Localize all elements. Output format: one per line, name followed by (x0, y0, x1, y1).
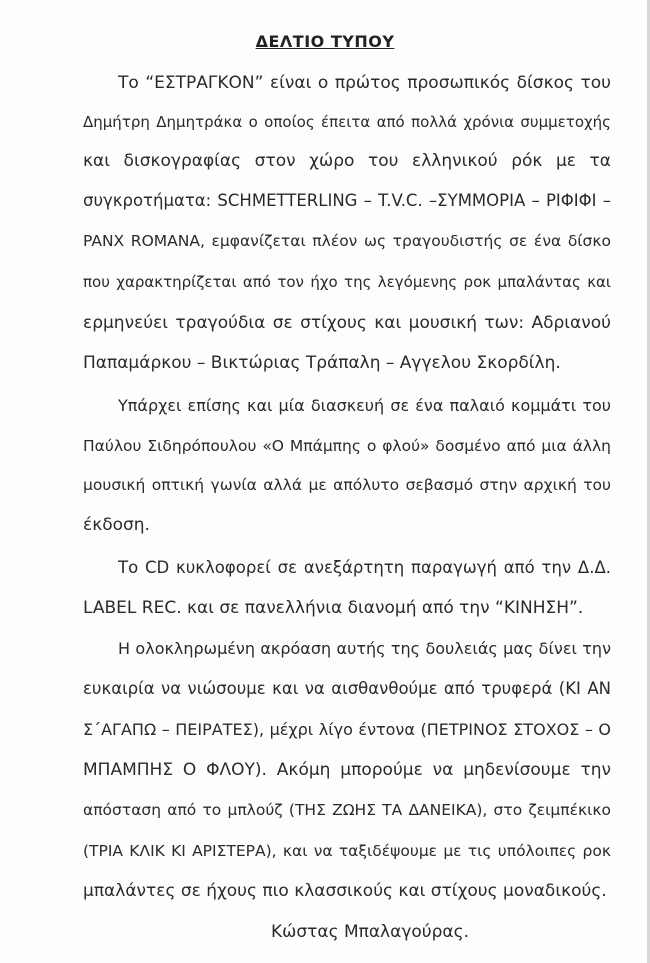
paragraph-3-line-2: LABEL REC. και σε πανελλήνια διανομή από την “ΚΙΝΗΣΗ”. (83, 598, 584, 618)
paragraph-2-line-1: Υπάρχει επίσης και μία διασκευή σε ένα παλαιό κομμάτι του (118, 396, 611, 415)
paragraph-4-line-7: μπαλάντες σε ήχους πιο κλασσικούς και στίχους μοναδικούς. (83, 881, 607, 901)
document-title: ΔΕΛΤΙΟ ΤΥΠΟΥ (255, 32, 395, 51)
paragraph-1-line-1: Το “ΕΣΤΡΑΓΚΟΝ” είναι ο πρώτος προσωπικός δίσκος του (118, 73, 611, 93)
signature: Κώστας Μπαλαγούρας. (270, 922, 470, 942)
paragraph-4-line-4: ΜΠΑΜΠΗΣ Ο ΦΛΟΥ). Ακόμη μπορούμε να μηδενίσουμε την (83, 760, 611, 780)
paragraph-2-line-3: μουσική οπτική γωνία αλλά με απόλυτο σεβασμό στην αρχική του (83, 476, 611, 494)
paragraph-1-line-3: και δισκογραφίας στον χώρο του ελληνικού ρόκ με τα (83, 151, 611, 171)
paragraph-1-line-6: που χαρακτηρίζεται από τον ήχο της λεγόμενης ροκ μπαλάντας και (83, 273, 611, 291)
paragraph-2-line-4: έκδοση. (83, 515, 150, 535)
paragraph-4-line-1: Η ολοκληρωμένη ακρόαση αυτής της δουλειάς μας δίνει την (118, 639, 611, 658)
paragraph-1-line-4: συγκροτήματα: SCHMETTERLING – T.V.C. –ΣΥΜΜΟΡΙΑ – ΡΙΦΙΦΙ – (83, 191, 611, 210)
paragraph-1-line-8: Παπαμάρκου – Βικτώριας Τράπαλη – Αγγελου Σκορδίλη. (83, 353, 561, 373)
paragraph-1-line-7: ερμηνεύει τραγούδια σε στίχους και μουσική των: Αδριανού (83, 313, 611, 333)
paragraph-4-line-3: Σ΄ΑΓΑΠΩ – ΠΕΙΡΑΤΕΣ), μέχρι λίγο έντονα (ΠΕΤΡΙΝΟΣ ΣΤΟΧΟΣ – Ο (83, 720, 611, 739)
paragraph-3-line-1: Το CD κυκλοφορεί σε ανεξάρτητη παραγωγή από την Δ.Δ. (118, 558, 611, 577)
paragraph-4-line-5: απόσταση από το μπλούζ (ΤΗΣ ΖΩΗΣ ΤΑ ΔΑΝΕΙΚΑ), στο ζειμπέκικο (83, 801, 611, 819)
paragraph-4-line-6: (ΤΡΙΑ ΚΛΙΚ ΚΙ ΑΡΙΣΤΕΡΑ), και να ταξιδέψουμε με τις υπόλοιπες ροκ (83, 842, 611, 860)
paragraph-2-line-2: Παύλου Σιδηρόπουλου «Ο Μπάμπης ο φλού» δοσμένο από μια άλλη (83, 437, 611, 455)
paragraph-1-line-5: PANX ROMANA, εμφανίζεται πλέον ως τραγουδιστής σε ένα δίσκο (83, 232, 611, 250)
paragraph-4-line-2: ευκαιρία να νιώσουμε και να αισθανθούμε από τρυφερά (ΚΙ ΑΝ (83, 679, 611, 698)
paragraph-1-line-2: Δημήτρη Δημητράκα ο οποίος έπειτα από πολλά χρόνια συμμετοχής (83, 113, 611, 131)
